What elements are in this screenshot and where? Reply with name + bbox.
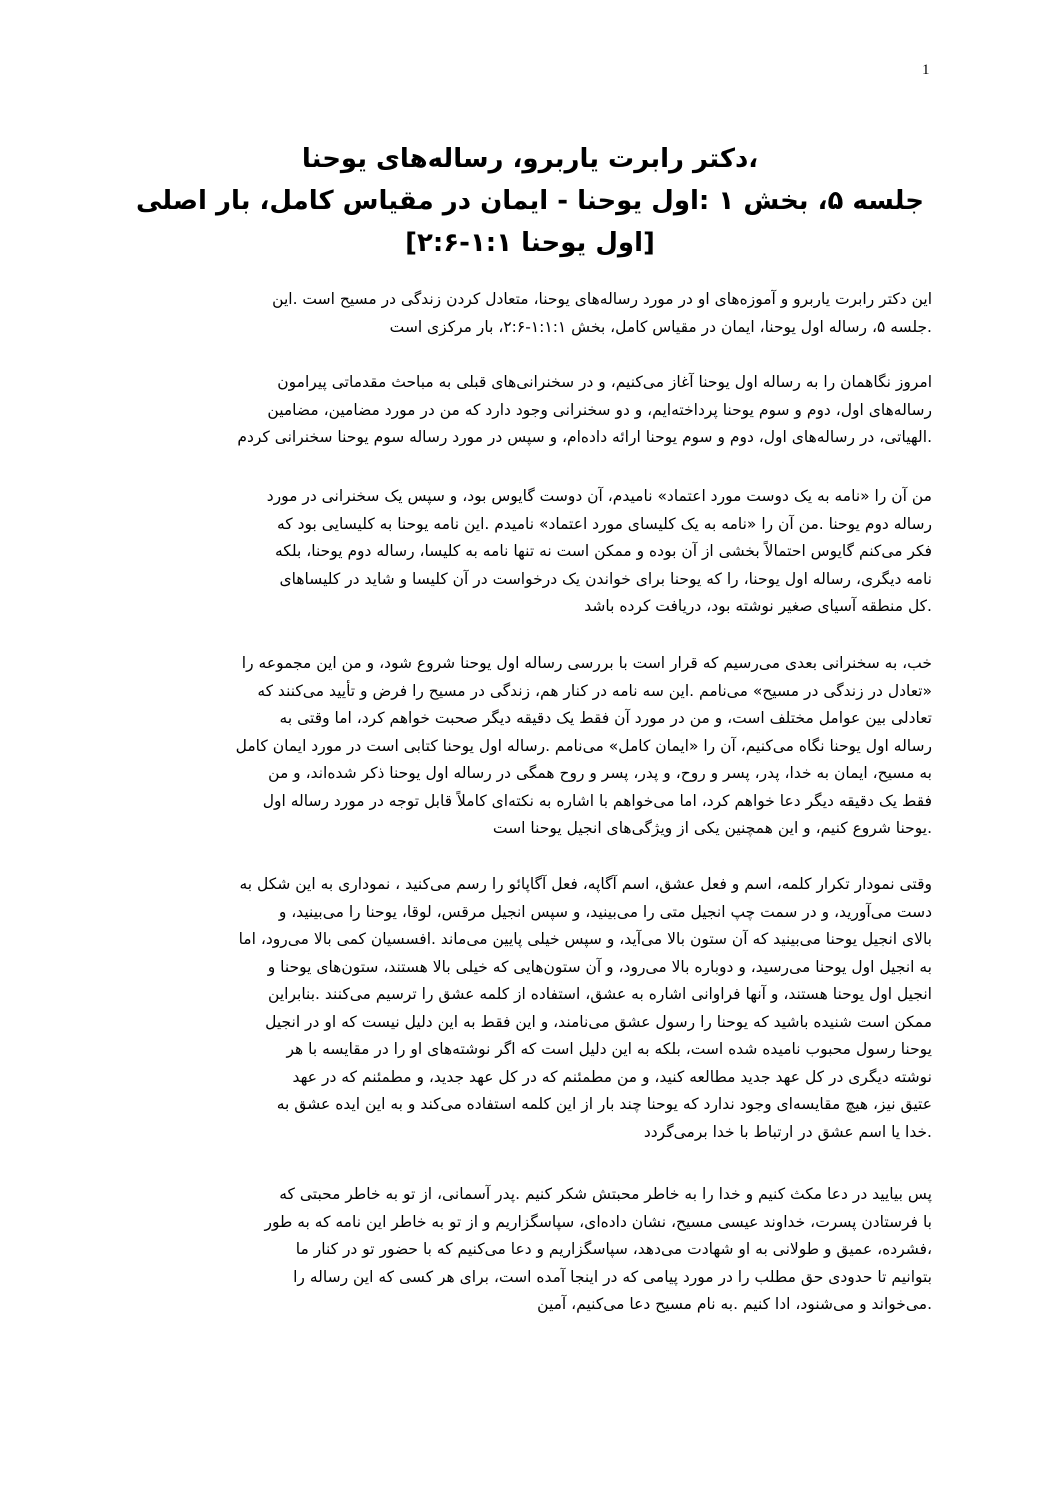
text-line: فقط یک دقیقه دیگر دعا خواهم کرد، اما می‌خواهم با اشاره به نکته‌ای کاملاً قابل توجه در مورد رساله اول bbox=[262, 791, 932, 810]
text-line: انجیل اول یوحنا هستند، و آنها فراوانی اشاره به عشق، استفاده از کلمه عشق را ترسیم می‌کنند .بنابراین bbox=[268, 985, 932, 1003]
text-line: .جلسه ۵، رساله اول یوحنا، ایمان در مقیاس کامل، بخش ۱:۱:۱-۲:۶، بار مرکزی است bbox=[389, 317, 932, 336]
text-line: خب، به سخنرانی بعدی می‌رسیم که قرار است با بررسی رساله اول یوحنا شروع شود، و من این مجموعه را bbox=[241, 654, 932, 672]
text-line: به انجیل اول یوحنا می‌رسید، و دوباره بالا می‌رود، و آن ستون‌هایی که خیلی بالا هستند، ستون‌های یوحنا و bbox=[267, 957, 932, 976]
title-line: جلسه ۵، بخش ۱ :اول یوحنا - ایمان در مقیاس کامل، بار اصلی bbox=[135, 186, 925, 216]
text-line: امروز نگاهمان را به رساله اول یوحنا آغاز می‌کنیم، و در سخنرانی‌های قبلی به مباحث مقدماتی پیرامون bbox=[277, 373, 932, 391]
text-line: فکر می‌کنم گایوس احتمالاً بخشی از آن بوده و ممکن است نه تنها نامه به کلیسا، رساله دوم یوحنا، بلکه bbox=[274, 542, 932, 560]
text-line: وقتی نمودار تکرار کلمه، اسم و فعل عشق، اسم آگاپه، فعل آگاپائو را رسم می‌کنید ، نموداری به این شکل به bbox=[239, 875, 932, 893]
text-line: تعادلی بین عوامل مختلف است، و من در مورد آن فقط یک دقیقه دیگر صحبت خواهم کرد، اما وقتی به bbox=[279, 709, 932, 727]
paragraph-5 bbox=[120, 871, 932, 1146]
text-line: «تعادل در زندگی در مسیح» می‌نامم .این سه نامه در کنار هم، زندگی در مسیح را فرض و تأیید می‌کنند که bbox=[257, 681, 932, 700]
title-line: [اول یوحنا ۱:۱-۲:۶] bbox=[405, 228, 655, 258]
paragraph-1 bbox=[120, 286, 932, 341]
text-line: نامه دیگری، رساله اول یوحنا، را که یوحنا برای خواندن یک درخواست در آن کلیسا و شاید در کلیساهای bbox=[279, 569, 932, 588]
text-line: بتوانیم تا حدودی حق مطلب را در مورد پیامی که در اینجا آمده است، برای هر کسی که این رساله را bbox=[293, 1267, 932, 1286]
text-line: این دکتر رابرت یاربرو و آموزه‌های او در مورد رساله‌های یوحنا، متعادل کردن زندگی در مسیح است .این bbox=[272, 290, 932, 308]
text-line: رساله دوم یوحنا .من آن را «نامه به یک کلیسای مورد اعتماد» نامیدم .این نامه یوحنا به کلیسایی بود که bbox=[276, 514, 932, 533]
paragraph-2 bbox=[120, 369, 932, 452]
text-line: .خدا یا اسم عشق در ارتباط با خدا برمی‌گردد bbox=[643, 1122, 932, 1141]
text-line: نوشته دیگری در کل عهد جدید مطالعه کنید، و من مطمئنم که در کل عهد جدید، و مطمئنم که در عهد bbox=[292, 1067, 932, 1086]
text-line: یوحنا رسول محبوب نامیده شده است، بلکه به این دلیل است که اگر نوشته‌های او را در مقایسه با هر bbox=[286, 1040, 932, 1058]
text-line: بالای انجیل یوحنا می‌بینید که آن ستون بالا می‌آید، و سپس خیلی پایین می‌ماند .افسسیان کمی بالا می‌رود، اما bbox=[238, 930, 932, 948]
paragraph-6 bbox=[120, 1181, 932, 1319]
document-title bbox=[100, 138, 960, 264]
text-line: رساله اول یوحنا نگاه می‌کنیم، آن را «ایمان کامل» می‌نامم .رساله اول یوحنا کتابی است در مورد ایمان کامل bbox=[235, 736, 932, 755]
text-line: عتیق نیز، هیچ مقایسه‌ای وجود ندارد که یوحنا چند بار از این کلمه استفاده می‌کند و به این ایده عشق به bbox=[276, 1095, 932, 1113]
text-line: به مسیح، ایمان به خدا، پدر، پسر و روح، و پدر، پسر و روح همگی در رساله اول یوحنا ذکر شده‌اند، و من bbox=[268, 764, 932, 782]
text-line: پس بیایید در دعا مکث کنیم و خدا را به خاطر محبتش شکر کنیم .پدر آسمانی، از تو به خاطر محبتی که bbox=[279, 1185, 932, 1203]
text-line: .می‌خواند و می‌شنود، ادا کنیم .به نام مسیح دعا می‌کنیم، آمین bbox=[537, 1295, 932, 1313]
paragraph-3 bbox=[120, 483, 932, 621]
text-line: .کل منطقه آسیای صغیر نوشته بود، دریافت کرده باشد bbox=[584, 597, 932, 615]
text-line: ممکن است شنیده باشید که یوحنا را رسول عشق می‌نامند، و این فقط به این دلیل نیست که او در انجیل bbox=[265, 1012, 932, 1031]
text-line: رساله‌های اول، دوم و سوم یوحنا پرداخته‌ایم، و دو سخنرانی وجود دارد که من در مورد مضامین، مضامین bbox=[267, 400, 932, 419]
page-number: 1 bbox=[922, 62, 930, 78]
text-line: ،فشرده، عمیق و طولانی به او شهادت می‌دهد، سپاسگزاریم و دعا می‌کنیم که با حضور تو در کنار ما bbox=[295, 1240, 932, 1258]
text-line: دست می‌آورید، و در سمت چپ انجیل متی را می‌بینید، و سپس انجیل مرقس، لوقا، یوحنا را می‌بینید، و bbox=[278, 902, 932, 921]
title-line: ،دکتر رابرت یاربرو، رساله‌های یوحنا bbox=[301, 144, 759, 174]
text-line: .الهیاتی، در رساله‌های اول، دوم و سوم یوحنا ارائه داده‌ام، و سپس در مورد رساله سوم یوحنا سخنرانی کردم bbox=[237, 428, 932, 446]
text-line: .یوحنا شروع کنیم، و این همچنین یکی از ویژگی‌های انجیل یوحنا است bbox=[492, 819, 932, 837]
text-line: من آن را «نامه به یک دوست مورد اعتماد» نامیدم، آن دوست گایوس بود، و سپس یک سخنرانی در مورد bbox=[266, 487, 932, 505]
text-line: با فرستادن پسرت، خداوند عیسی مسیح، نشان داده‌ای، سپاسگزاریم و از تو به خاطر این نامه که به طور bbox=[264, 1212, 932, 1231]
paragraph-4 bbox=[120, 650, 932, 843]
